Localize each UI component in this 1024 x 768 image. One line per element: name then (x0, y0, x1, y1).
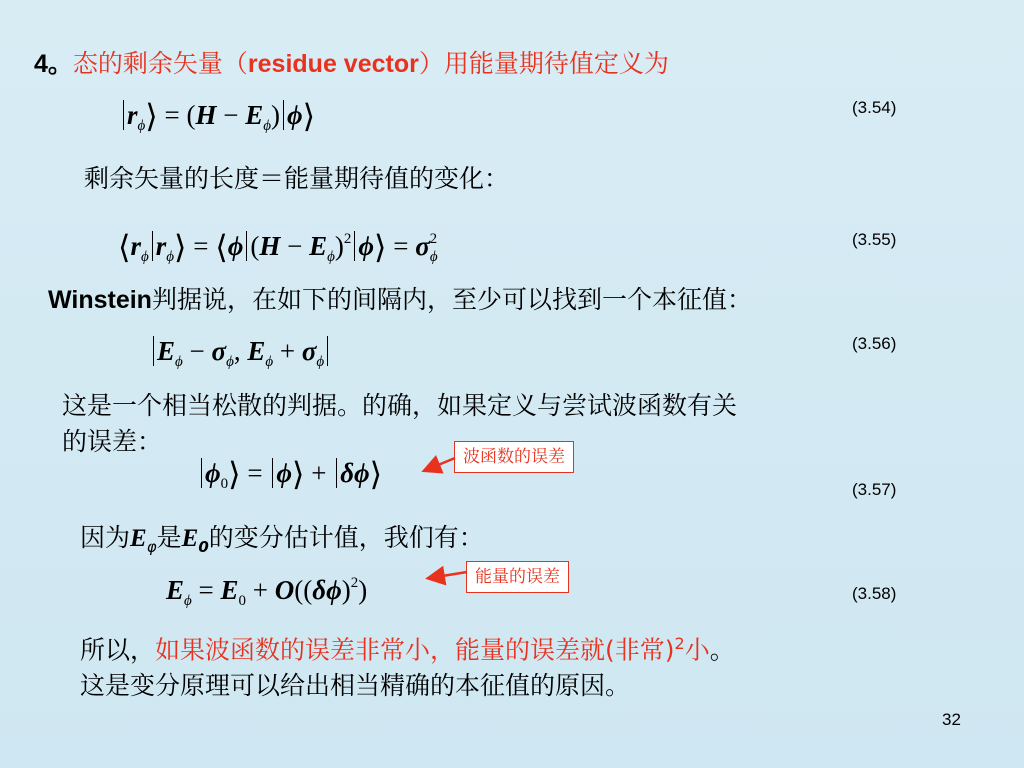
text-residue-length: 剩余矢量的长度＝能量期待值的变化： (84, 164, 510, 193)
text-winstein-criterion: Winstein判据说，在如下的间隔内，至少可以找到一个本征值： (48, 285, 752, 314)
text-conclusion: 所以，如果波函数的误差非常小，能量的误差就(非常)$^2$小。 (80, 634, 735, 665)
equation-3-58: $E_\phi = E_0 + O((\delta\phi)^2)$ (166, 575, 368, 609)
equation-3-57: $\phi_0⟩$ = ϕ⟩ + δϕ⟩ (198, 456, 382, 501)
equation-3-55: $⟨r_\phi$ $r_\phi⟩$ = ⟨ϕ $(H - E_\phi)^2$ ϕ⟩ = $\sigma_\phi^2$ (118, 229, 438, 265)
text-loose-criterion: 这是一个相当松散的判据。的确，如果定义与尝试波函数有关 (62, 391, 738, 420)
arrow-wavefunction-error (426, 458, 455, 470)
callout-wavefunction-error: 波函数的误差 (454, 441, 574, 473)
equation-3-56: $E_\phi - \sigma_\phi$, $E_\phi + \sigma_\phi$ (150, 334, 331, 379)
equation-number-3-58: (3.58) (852, 584, 897, 603)
slide-heading: 4。态的剩余矢量（residue vector）用能量期待值定义为 (34, 49, 669, 78)
equation-number-3-55: (3.55) (852, 230, 897, 249)
equation-number-3-56: (3.56) (852, 334, 897, 353)
callout-energy-error: 能量的误差 (466, 561, 569, 593)
text-reason: 这是变分原理可以给出相当精确的本征值的原因。 (80, 671, 631, 700)
arrow-energy-error (430, 572, 467, 578)
equation-number-3-54: (3.54) (852, 98, 897, 117)
page-number: 32 (942, 710, 961, 729)
equation-3-54: $r_\phi⟩ = (H - E_\phi)$ ϕ⟩ (120, 98, 315, 143)
equation-number-3-57: (3.57) (852, 480, 897, 499)
text-error-of: 的误差： (62, 427, 163, 456)
text-variational-estimate: 因为$E_\varphi$是$E_0$的变分估计值，我们有： (80, 523, 484, 556)
